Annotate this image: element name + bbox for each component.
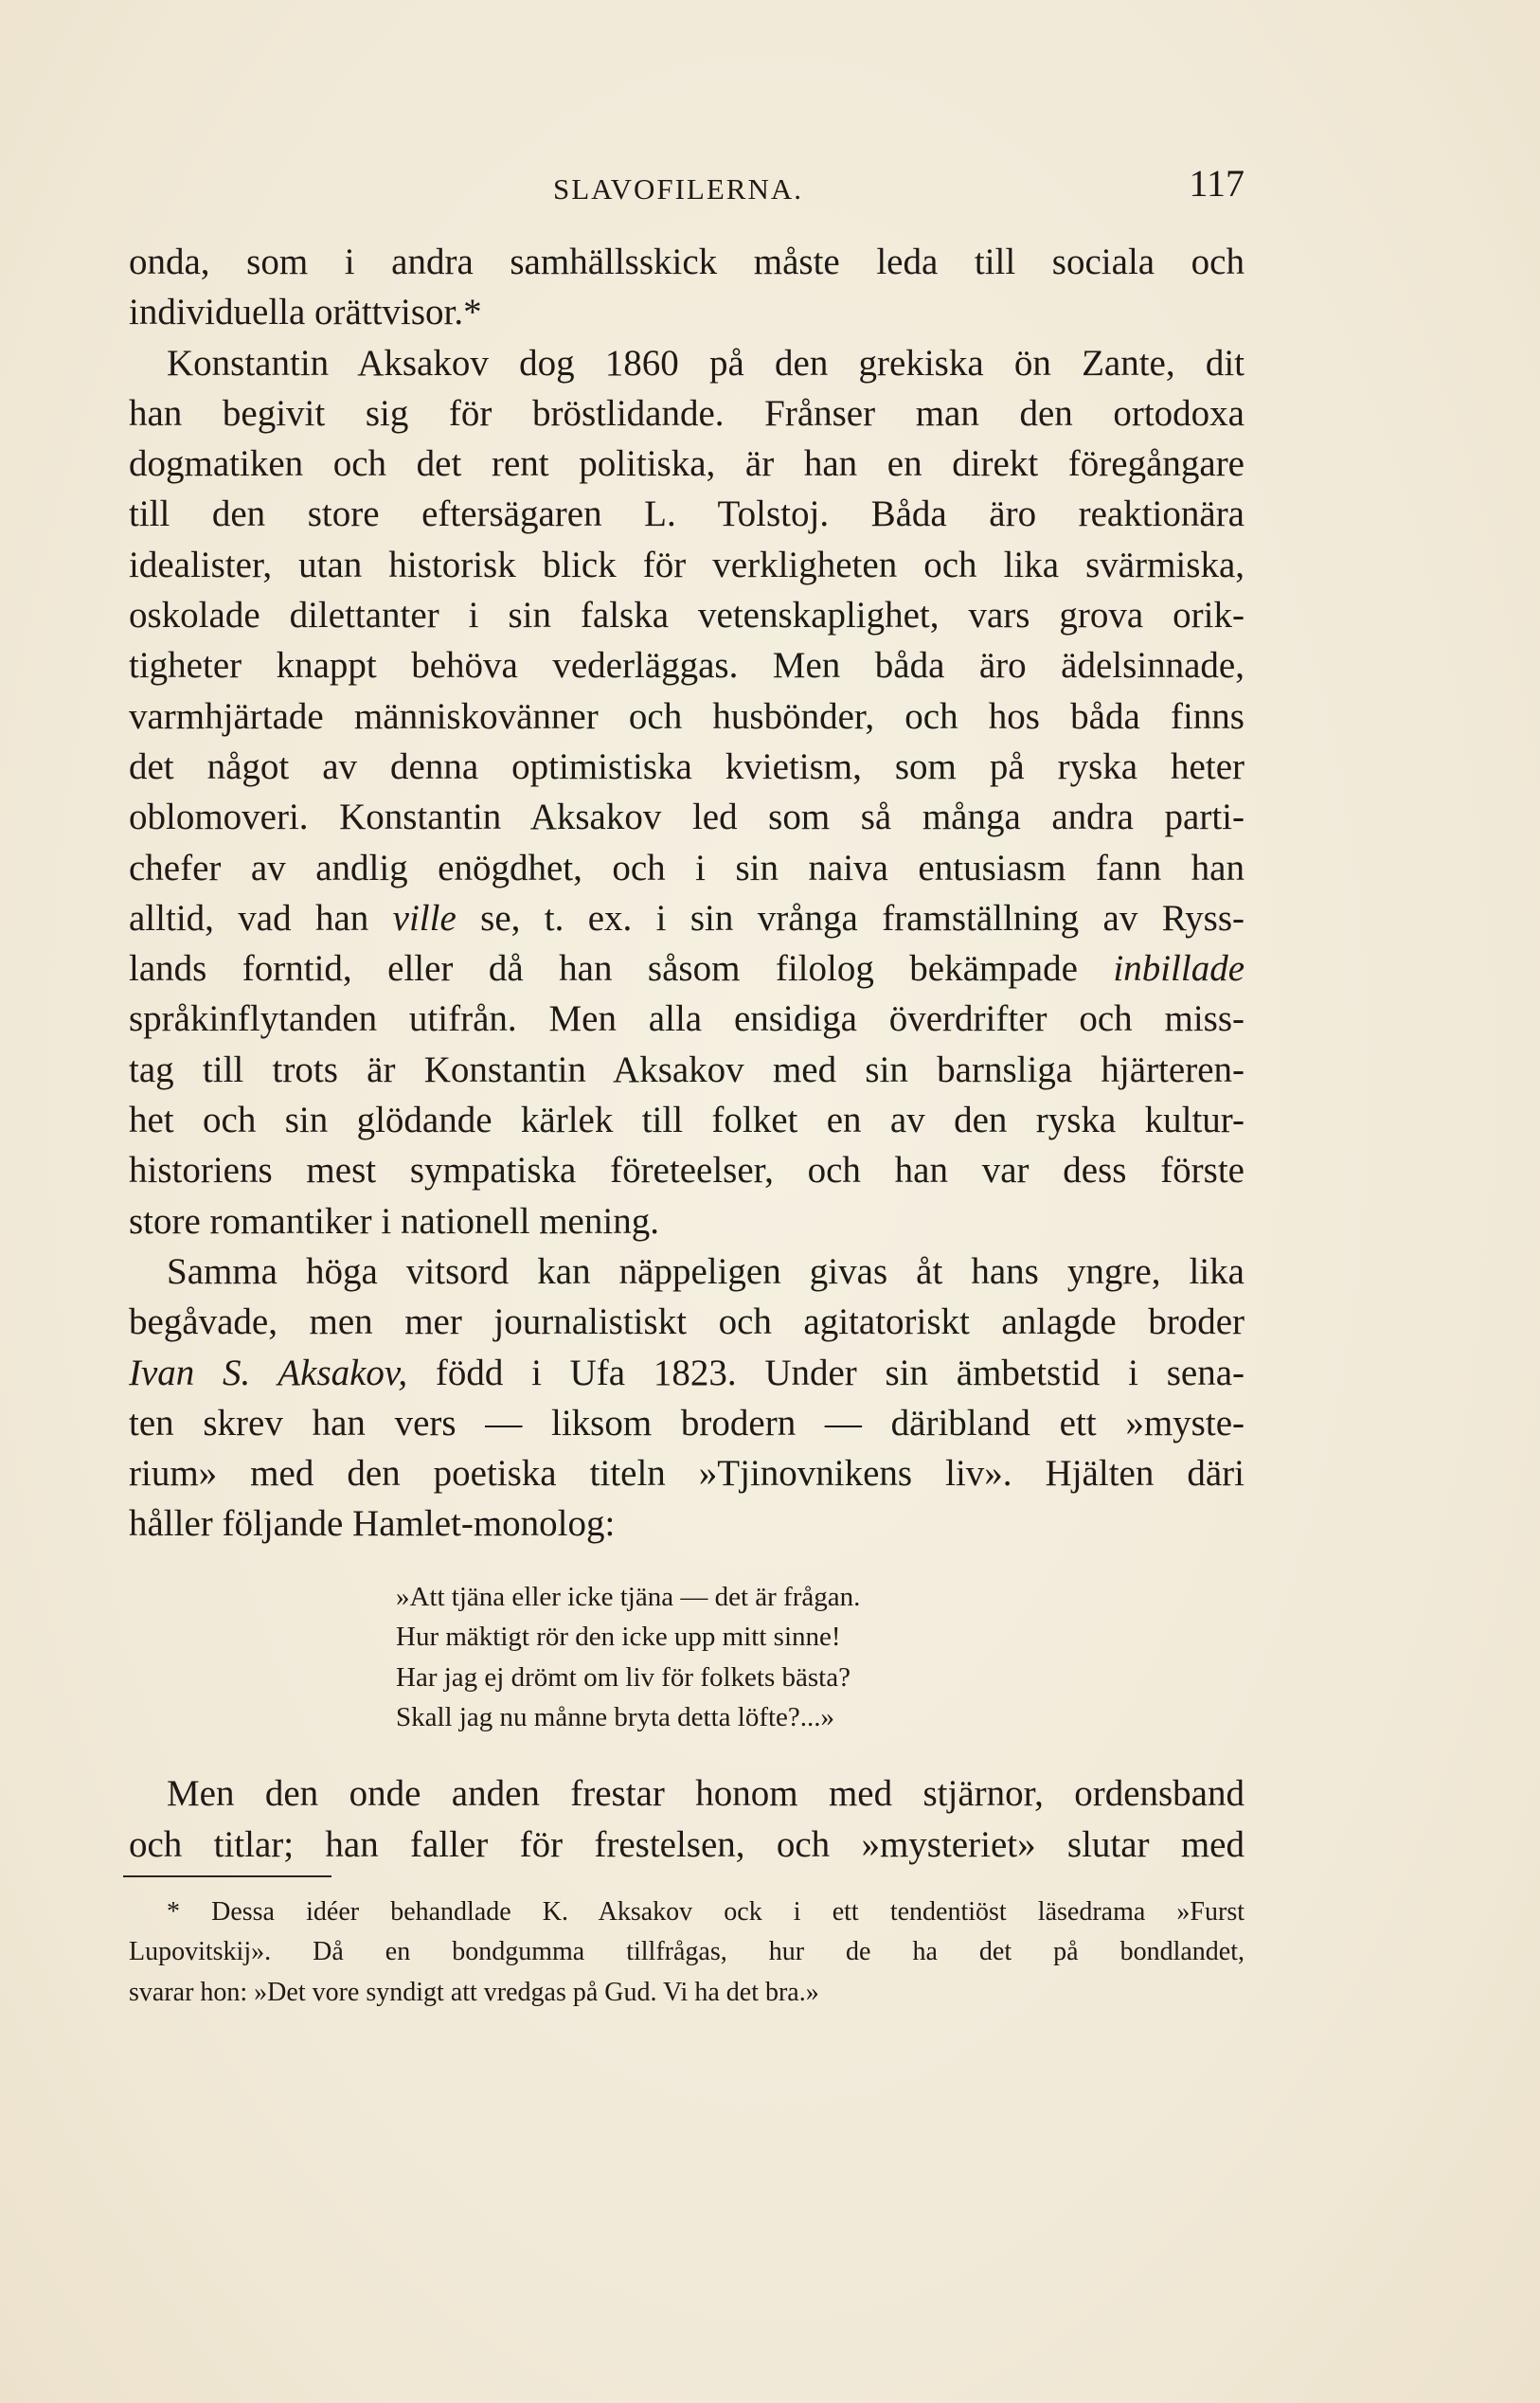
text-line: språkinflytanden utifrån. Men alla ensidiga överdrifter och miss- <box>129 998 1245 1040</box>
emphasis: inbillade <box>1113 948 1245 990</box>
text-line: varmhjärtade människovänner och husbönder, och hos båda finns <box>129 695 1245 737</box>
footnote <box>129 1892 1245 2013</box>
text-line: tigheter knappt behöva vederläggas. Men båda äro ädelsinnade, <box>129 645 1245 687</box>
footnote-line: * Dessa idéer behandlade K. Aksakov ock i ett tendentiöst läsedrama »Furst <box>167 1897 1245 1927</box>
verse-line: »Att tjäna eller icke tjäna — det är frågan. <box>396 1582 861 1612</box>
person-name: Ivan S. Aksakov, <box>129 1352 408 1393</box>
text-line: begåvade, men mer journalistiskt och agitatoriskt anlagde broder <box>129 1301 1245 1343</box>
emphasis: ville <box>392 897 457 939</box>
text-line: det något av denna optimistiska kvietism, som på ryska heter <box>129 745 1245 787</box>
text-line: han begivit sig för bröstlidande. Frånser man den ortodoxa <box>129 392 1245 434</box>
text-line: individuella orättvisor.* <box>129 292 482 333</box>
text-line: historiens mest sympatiska företeelser, och han var dess förste <box>129 1150 1245 1192</box>
text-line: Konstantin Aksakov dog 1860 på den grekiska ön Zante, dit <box>167 342 1245 384</box>
page-header <box>129 159 1245 216</box>
verse-line: Har jag ej drömt om liv för folkets bästa? <box>396 1661 851 1693</box>
text-fragment: alltid, vad han <box>129 897 369 939</box>
verse-line: Hur mäktigt rör den icke upp mitt sinne! <box>396 1622 841 1653</box>
verse-line: Skall jag nu månne bryta detta löfte?...» <box>396 1701 835 1732</box>
text-line: idealister, utan historisk blick för verkligheten och lika svärmiska, <box>129 544 1245 585</box>
text-line: store romantiker i nationell mening. <box>129 1200 659 1242</box>
text-line: och titlar; han faller för frestelsen, och »mysteriet» slutar med <box>129 1823 1245 1865</box>
running-title: SLAVOFILERNA. <box>553 172 803 206</box>
text-fragment: född i Ufa 1823. Under sin ämbetstid i sena- <box>435 1352 1245 1393</box>
text-line: het och sin glödande kärlek till folket en av den ryska kultur- <box>129 1100 1245 1141</box>
continuation-text <box>129 1768 1245 1870</box>
text-fragment: lands forntid, eller då han såsom filolog bekämpade <box>129 948 1078 990</box>
text-line: håller följande Hamlet-monolog: <box>129 1503 616 1545</box>
text-line: Men den onde anden frestar honom med stjärnor, ordensband <box>167 1773 1245 1814</box>
text-line: rium» med den poetiska titeln »Tjinovnikens liv». Hjälten däri <box>129 1453 1245 1495</box>
text-line: ten skrev han vers — liksom brodern — däribland ett »myste- <box>129 1402 1245 1444</box>
text-line <box>129 893 1245 943</box>
text-line <box>129 1348 1245 1398</box>
text-line: till den store eftersägaren L. Tolstoj. Båda äro reaktionära <box>129 493 1245 535</box>
text-line: oskolade dilettanter i sin falska vetenskaplighet, vars grova orik- <box>129 595 1245 637</box>
text-line <box>129 943 1245 994</box>
page-number: 117 <box>1189 162 1245 205</box>
footnote-divider <box>123 1875 331 1877</box>
text-line: Samma höga vitsord kan näppeligen givas åt hans yngre, lika <box>167 1250 1245 1292</box>
main-text <box>129 237 1245 1550</box>
verse-quote <box>396 1577 860 1737</box>
text-fragment: se, t. ex. i sin vrånga framställning av Ryss- <box>480 897 1245 939</box>
footnote-line: svarar hon: »Det vore syndigt att vredgas på Gud. Vi ha det bra.» <box>129 1977 819 2007</box>
text-line: dogmatiken och det rent politiska, är han en direkt föregångare <box>129 443 1245 485</box>
text-line: chefer av andlig enögdhet, och i sin naiva entusiasm fann han <box>129 847 1245 888</box>
text-line: onda, som i andra samhällsskick måste leda till sociala och <box>129 242 1245 282</box>
text-line: oblomoveri. Konstantin Aksakov led som så många andra parti- <box>129 797 1245 838</box>
footnote-line: Lupovitskij». Då en bondgumma tillfrågas, hur de ha det på bondlandet, <box>129 1937 1245 1967</box>
text-line: tag till trots är Konstantin Aksakov med sin barnsliga hjärteren- <box>129 1049 1245 1090</box>
